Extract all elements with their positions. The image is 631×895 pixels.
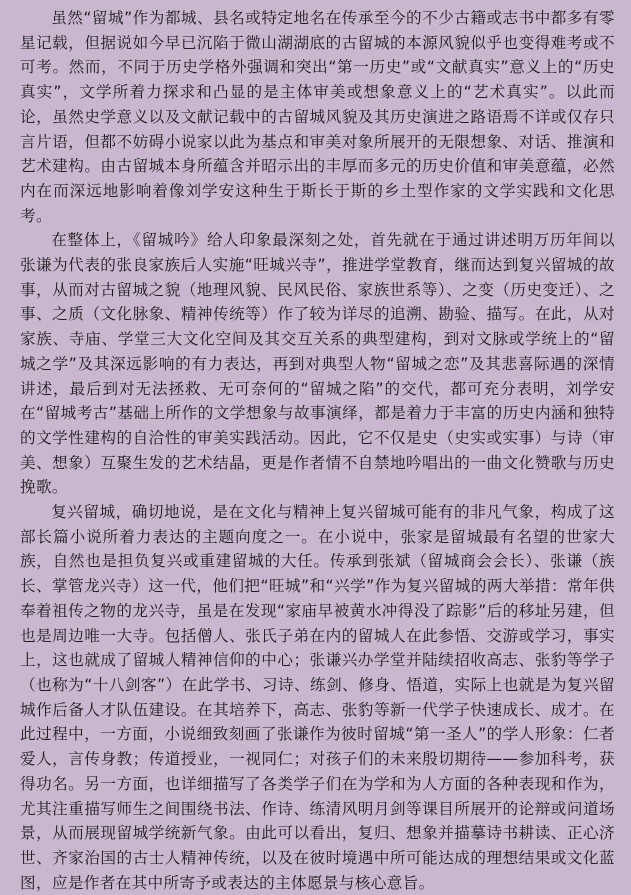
paragraph-3: 复兴留城，确切地说，是在文化与精神上复兴留城可能有的非凡气象，构成了这部长篇小说所着力表达的主题向度之一。在小说中，张家是留城最有名望的世家大族，自然也是担负复兴或重建留城的大任。传承到张斌（留城商会会长）、张谦（族长、掌管龙兴寺）这一代，他们把“旺城”和“兴学”作为复兴留城的两大举措：常年供奉着祖传之物的龙兴寺，虽是在发现“家庙早被黄水冲得没了踪影”后的移址另建，但也是周边唯一大寺。包括僧人、张氏子弟在内的留城人在此参悟、交游或学习，事实上，这也就成了留城人精神信仰的中心；张谦兴办学堂并陆续招收高志、张豹等学子（也称为“十八剑客”）在此学书、习诗、练剑、修身、悟道，实际上也就是为复兴留城作后备人才队伍建设。在其培养下，高志、张豹等新一代学子快速成长、成才。在此过程中，一方面，小说细致刻画了张谦作为彼时留城“第一圣人”的学人形象：仁者爱人，言传身教；传道授业，一视同仁；对孩子们的未来殷切期待——参加科考，获得功名。另一方面，也详细描写了各类学子们在为学和为人方面的各种表现和作为，尤其注重描写师生之间围绕书法、作诗、练清风明月剑等课目所展开的论辩或问道场景，从而展现留城学统新气象。由此可以看出，复归、想象并描摹诗书耕读、正心济世、齐家治国的古士人精神传统，以及在彼时境遇中所可能达成的理想结果或文化蓝图，应是作者在其中所寄予或表达的主体愿景与核心意旨。: [20, 503, 615, 892]
paragraph-2: 在整体上，《留城吟》给人印象最深刻之处，首先就在于通过讲述明万历年间以张谦为代表的张良家族后人实施“旺城兴寺”，推进学堂教育，继而达到复兴留城的故事，从而对古留城之貌（地理风貌、民风民俗、家族世系等）、之变（历史变迁）、之事、之质（文化脉象、精神传统等）作了较为详尽的追溯、勘验、描写。在此，从对家族、寺庙、学堂三大文化空间及其交互关系的典型建构，到对文脉或学统上的“留城之学”及其深远影响的有力表达，再到对典型人物“留城之恋”及其悲喜际遇的深情讲述，最后到对无法拯救、无可奈何的“留城之陷”的交代，都可充分表明，刘学安在“留城考古”基础上所作的文学想象与故事演绎，都是着力于丰富的历史内涵和独特的文学性建构的自洽性的审美实践活动。因此，它不仅是史（史实或实事）与诗（审美、想象）互聚生发的艺术结晶，更是作者情不自禁地吟唱出的一曲文化赞歌与历史挽歌。: [20, 231, 615, 497]
paragraph-1: 虽然“留城”作为都城、县名或特定地名在传承至今的不少古籍或志书中都多有零星记载，但据说如今早已沉陷于微山湖湖底的古留城的本源风貌似乎也变得难考或不可考。然而，不同于历史学格外强调和突出“第一历史”或“文献真实”意义上的“历史真实”，文学所着力探求和凸显的是主体审美或想象意义上的“艺术真实”。以此而论，虽然史学意义以及文献记载中的古留城风貌及其历史演进之路语焉不详或仅存只言片语，但都不妨碍小说家以此为基点和审美对象所展开的无限想象、对话、推演和艺术建构。由古留城本身所蕴含并昭示出的丰厚而多元的历史价值和审美意蕴，必然内在而深远地影响着像刘学安这种生于斯长于斯的乡土型作家的文学实践和文化思考。: [20, 9, 615, 225]
